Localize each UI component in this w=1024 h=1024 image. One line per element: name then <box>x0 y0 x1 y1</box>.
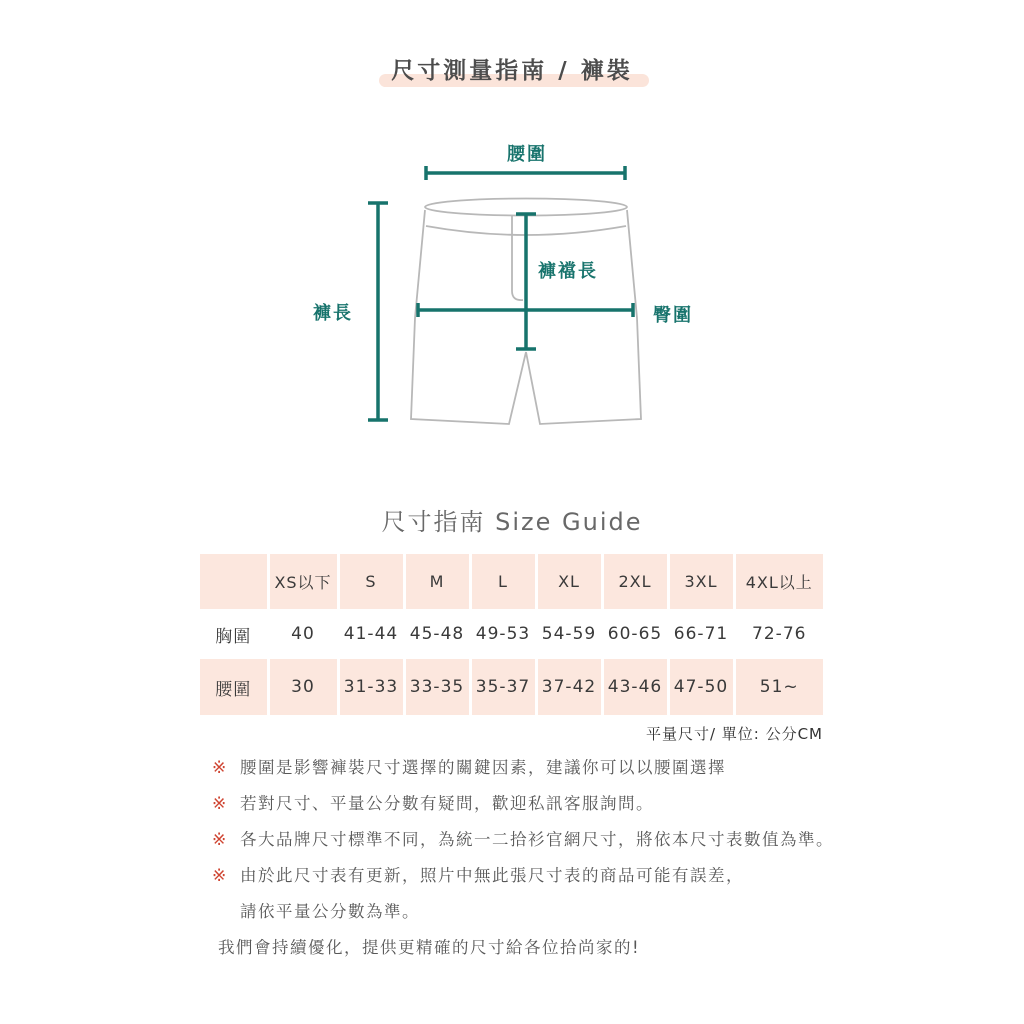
col-header: 4XL以上 <box>734 554 823 609</box>
table-cell: 40 <box>268 609 338 659</box>
table-cell: 66-71 <box>668 609 734 659</box>
col-header: L <box>470 554 536 609</box>
table-cell: 41-44 <box>338 609 404 659</box>
table-cell: 45-48 <box>404 609 470 659</box>
size-guide-heading: 尺寸指南 Size Guide <box>381 508 643 536</box>
note-item <box>212 793 872 815</box>
page-title: 尺寸測量指南 / 褲裝 <box>391 58 633 84</box>
reference-mark-icon: ※ <box>212 866 227 886</box>
size-table <box>200 554 823 715</box>
note-text: 腰圍是影響褲裝尺寸選擇的關鍵因素，建議你可以以腰圍選擇 <box>240 758 726 777</box>
pants-length-label: 褲長 <box>313 303 353 324</box>
fly-seam <box>512 215 523 300</box>
table-cell: 43-46 <box>602 659 668 715</box>
col-header: S <box>338 554 404 609</box>
reference-mark-icon: ※ <box>212 794 227 814</box>
table-cell: 33-35 <box>404 659 470 715</box>
note-text: 請依平量公分數為準。 <box>240 902 420 921</box>
table-row <box>200 659 823 715</box>
note-text: 由於此尺寸表有更新，照片中無此張尺寸表的商品可能有誤差， <box>240 866 744 885</box>
unit-note: 平量尺寸/ 單位: 公分CM <box>645 725 823 743</box>
reference-mark-icon: ※ <box>212 830 227 850</box>
table-cell: 31-33 <box>338 659 404 715</box>
left-leg-outline <box>411 210 526 424</box>
table-cell: 30 <box>268 659 338 715</box>
col-header: M <box>404 554 470 609</box>
col-header: 2XL <box>602 554 668 609</box>
note-item <box>212 757 872 779</box>
length-measure-line <box>368 203 388 420</box>
table-cell: 54-59 <box>536 609 602 659</box>
right-leg-outline <box>526 210 641 424</box>
note-continuation <box>212 901 872 923</box>
note-text: 各大品牌尺寸標準不同，為統一二拾衫官網尺寸，將依本尺寸表數值為準。 <box>240 830 834 849</box>
note-text: 若對尺寸、平量公分數有疑問，歡迎私訊客服詢問。 <box>240 794 654 813</box>
table-cell: 35-37 <box>470 659 536 715</box>
table-cell: 72-76 <box>734 609 823 659</box>
row-label-waist: 腰圍 <box>215 679 252 700</box>
measure-lines <box>368 166 633 420</box>
notes-section <box>212 757 872 959</box>
crotch-length-label: 褲襠長 <box>538 261 598 282</box>
note-item <box>212 865 872 887</box>
waist-label: 腰圍 <box>507 144 547 165</box>
col-header: XS以下 <box>268 554 338 609</box>
reference-mark-icon: ※ <box>212 758 227 778</box>
waist-measure-line <box>426 166 625 180</box>
table-cell: 60-65 <box>602 609 668 659</box>
hip-label: 臀圍 <box>653 305 693 326</box>
note-item <box>212 829 872 851</box>
col-header: 3XL <box>668 554 734 609</box>
row-label-chest: 胸圍 <box>215 626 252 647</box>
footer-note: 我們會持續優化，提供更精確的尺寸給各位拾尚家的! <box>218 938 641 957</box>
table-cell: 49-53 <box>470 609 536 659</box>
table-row <box>200 609 823 659</box>
col-header: XL <box>536 554 602 609</box>
table-cell: 37-42 <box>536 659 602 715</box>
table-cell: 47-50 <box>668 659 734 715</box>
col-header <box>200 554 268 609</box>
table-header-row <box>200 554 823 609</box>
table-cell: 51~ <box>734 659 823 715</box>
